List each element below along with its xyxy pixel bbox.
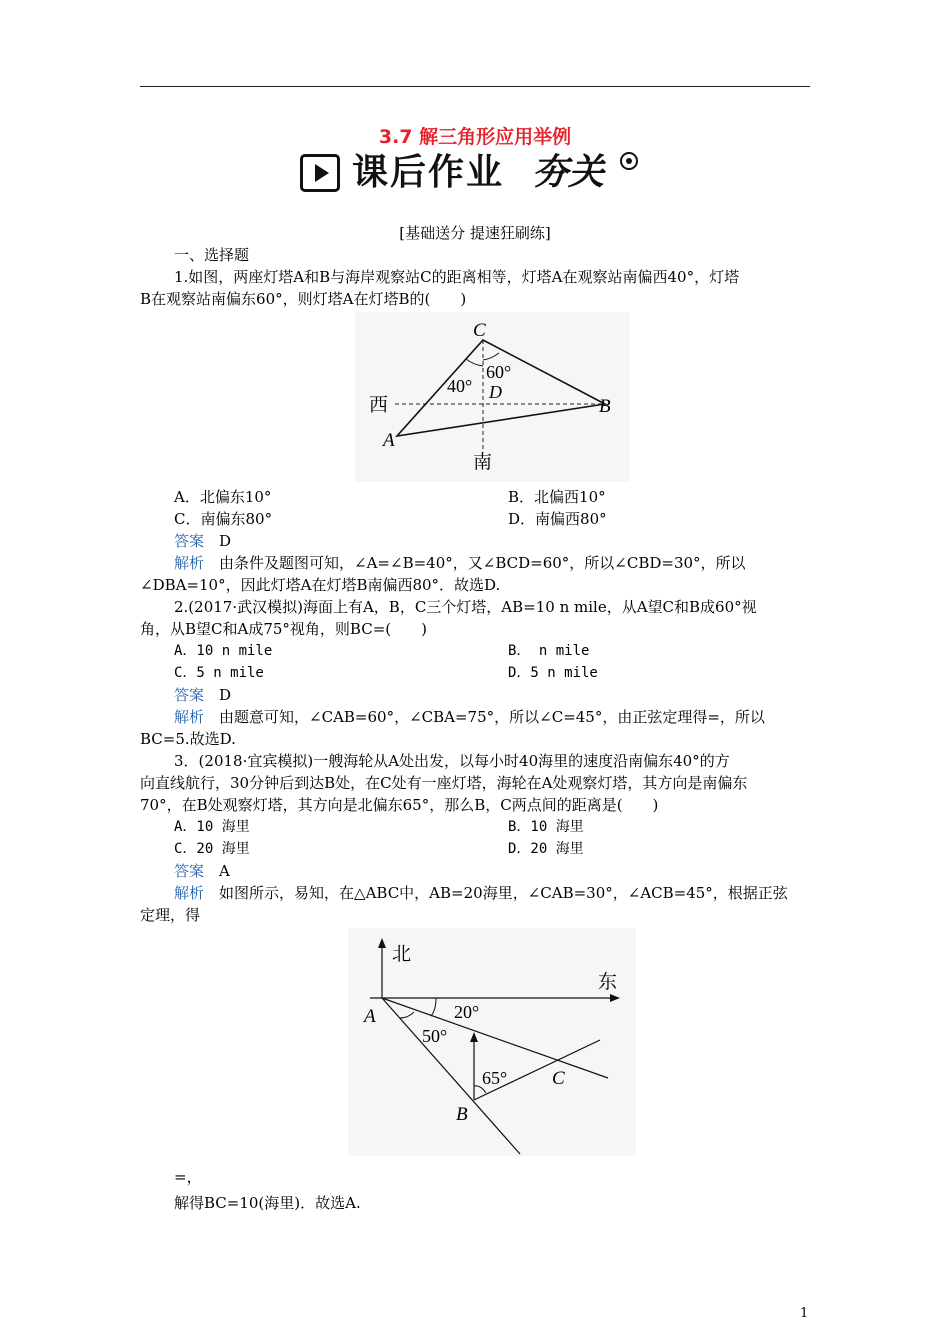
- q1-label-south: 南: [473, 451, 493, 473]
- q3-after-figure: =，: [174, 1168, 202, 1186]
- q1-label-a: A: [383, 430, 395, 451]
- q2-analysis-label: 解析: [174, 708, 205, 726]
- q3-option-c: C．20 海里: [174, 841, 250, 857]
- q3-answer: A: [219, 862, 230, 880]
- q2-analysis-line1: 由题意可知，∠CAB=60°，∠CBA=75°，所以∠C=45°，由正弦定理得=，所以: [219, 708, 765, 726]
- q1-label-d: D: [489, 382, 502, 402]
- section-title: 3.7 解三角形应用举例: [378, 126, 572, 148]
- q1-angle-60: 60°: [486, 362, 512, 382]
- q1-analysis-line1: 由条件及题图可知，∠A=∠B=40°，又∠BCD=60°，所以∠CBD=30°，所以: [219, 554, 746, 572]
- banner-deco-logo: 夯关: [532, 152, 605, 193]
- q3-option-d: D．20 海里: [508, 841, 584, 857]
- q3-analysis-line2: 定理，得: [140, 906, 201, 924]
- q3-angle-50: 50°: [422, 1026, 448, 1046]
- q2-option-b: B． n mile: [508, 643, 590, 659]
- q2-option-a: A．10 n mile: [174, 643, 273, 659]
- q3-stem-line1: 3．(2018·宜宾模拟)一艘海轮从A处出发，以每小时40海里的速度沿南偏东40°的方: [174, 752, 730, 770]
- q2-option-c: C．5 n mile: [174, 665, 264, 681]
- q1-option-a: A．北偏东10°: [174, 488, 272, 506]
- q3-label-north: 北: [392, 943, 412, 965]
- q3-label-b: B: [456, 1104, 468, 1125]
- q1-analysis-label: 解析: [174, 554, 205, 572]
- page-number: 1: [800, 1306, 809, 1321]
- play-icon: [300, 154, 340, 192]
- q3-answer-label: 答案: [174, 862, 205, 880]
- q3-conclusion: 解得BC=10(海里)．故选A.: [174, 1194, 361, 1212]
- q2-stem-line2: 角，从B望C和A成75°视角，则BC=( ): [140, 620, 427, 638]
- q3-label-c: C: [552, 1068, 565, 1089]
- q2-answer: D: [219, 686, 232, 704]
- q3-analysis-label: 解析: [174, 884, 205, 902]
- target-icon: [620, 152, 638, 170]
- banner-text: 课后作业: [352, 152, 505, 193]
- q3-label-a: A: [364, 1006, 376, 1027]
- q3-angle-20: 20°: [454, 1002, 480, 1022]
- q2-analysis-line2: BC=5.故选D.: [140, 730, 236, 748]
- q1-answer-label: 答案: [174, 532, 205, 550]
- q1-stem-line1: 1.如图，两座灯塔A和B与海岸观察站C的距离相等，灯塔A在观察站南偏西40°，灯塔: [174, 268, 740, 286]
- q1-figure: [355, 312, 630, 482]
- subtitle: [基础送分 提速狂刷练]: [399, 224, 551, 242]
- q2-option-d: D．5 n mile: [508, 665, 598, 681]
- q1-label-b: B: [599, 396, 611, 417]
- q3-stem-line3: 70°，在B处观察灯塔，其方向是北偏东65°，那么B，C两点间的距离是( ): [140, 796, 659, 814]
- q3-option-b: B．10 海里: [508, 819, 584, 835]
- part-title: 一、选择题: [174, 246, 250, 264]
- q3-analysis-line1: 如图所示，易知，在△ABC中，AB=20海里，∠CAB=30°，∠ACB=45°，根据正弦: [219, 884, 788, 902]
- q3-stem-line2: 向直线航行，30分钟后到达B处，在C处有一座灯塔，海轮在A处观察灯塔，其方向是南偏东: [140, 774, 748, 792]
- q1-label-west: 西: [369, 394, 389, 416]
- q1-option-d: D．南偏西80°: [508, 510, 607, 528]
- q1-label-c: C: [473, 320, 486, 341]
- q1-option-c: C．南偏东80°: [174, 510, 273, 528]
- q2-answer-label: 答案: [174, 686, 205, 704]
- homework-banner: [300, 150, 660, 198]
- q3-option-a: A．10 海里: [174, 819, 250, 835]
- q1-stem-line2: B在观察站南偏东60°，则灯塔A在灯塔B的( ): [140, 290, 467, 308]
- q1-angle-40: 40°: [447, 376, 473, 396]
- q1-option-b: B．北偏西10°: [508, 488, 606, 506]
- header-rule: [140, 86, 810, 87]
- q1-answer: D: [219, 532, 232, 550]
- q1-analysis-line2: ∠DBA=10°，因此灯塔A在灯塔B南偏西80°．故选D.: [140, 576, 501, 594]
- q3-label-east: 东: [598, 971, 618, 993]
- q3-angle-65: 65°: [482, 1068, 508, 1088]
- q2-stem-line1: 2.(2017·武汉模拟)海面上有A，B，C三个灯塔，AB=10 n mile，从A望C和B成60°视: [174, 598, 757, 616]
- q3-figure: [348, 928, 636, 1156]
